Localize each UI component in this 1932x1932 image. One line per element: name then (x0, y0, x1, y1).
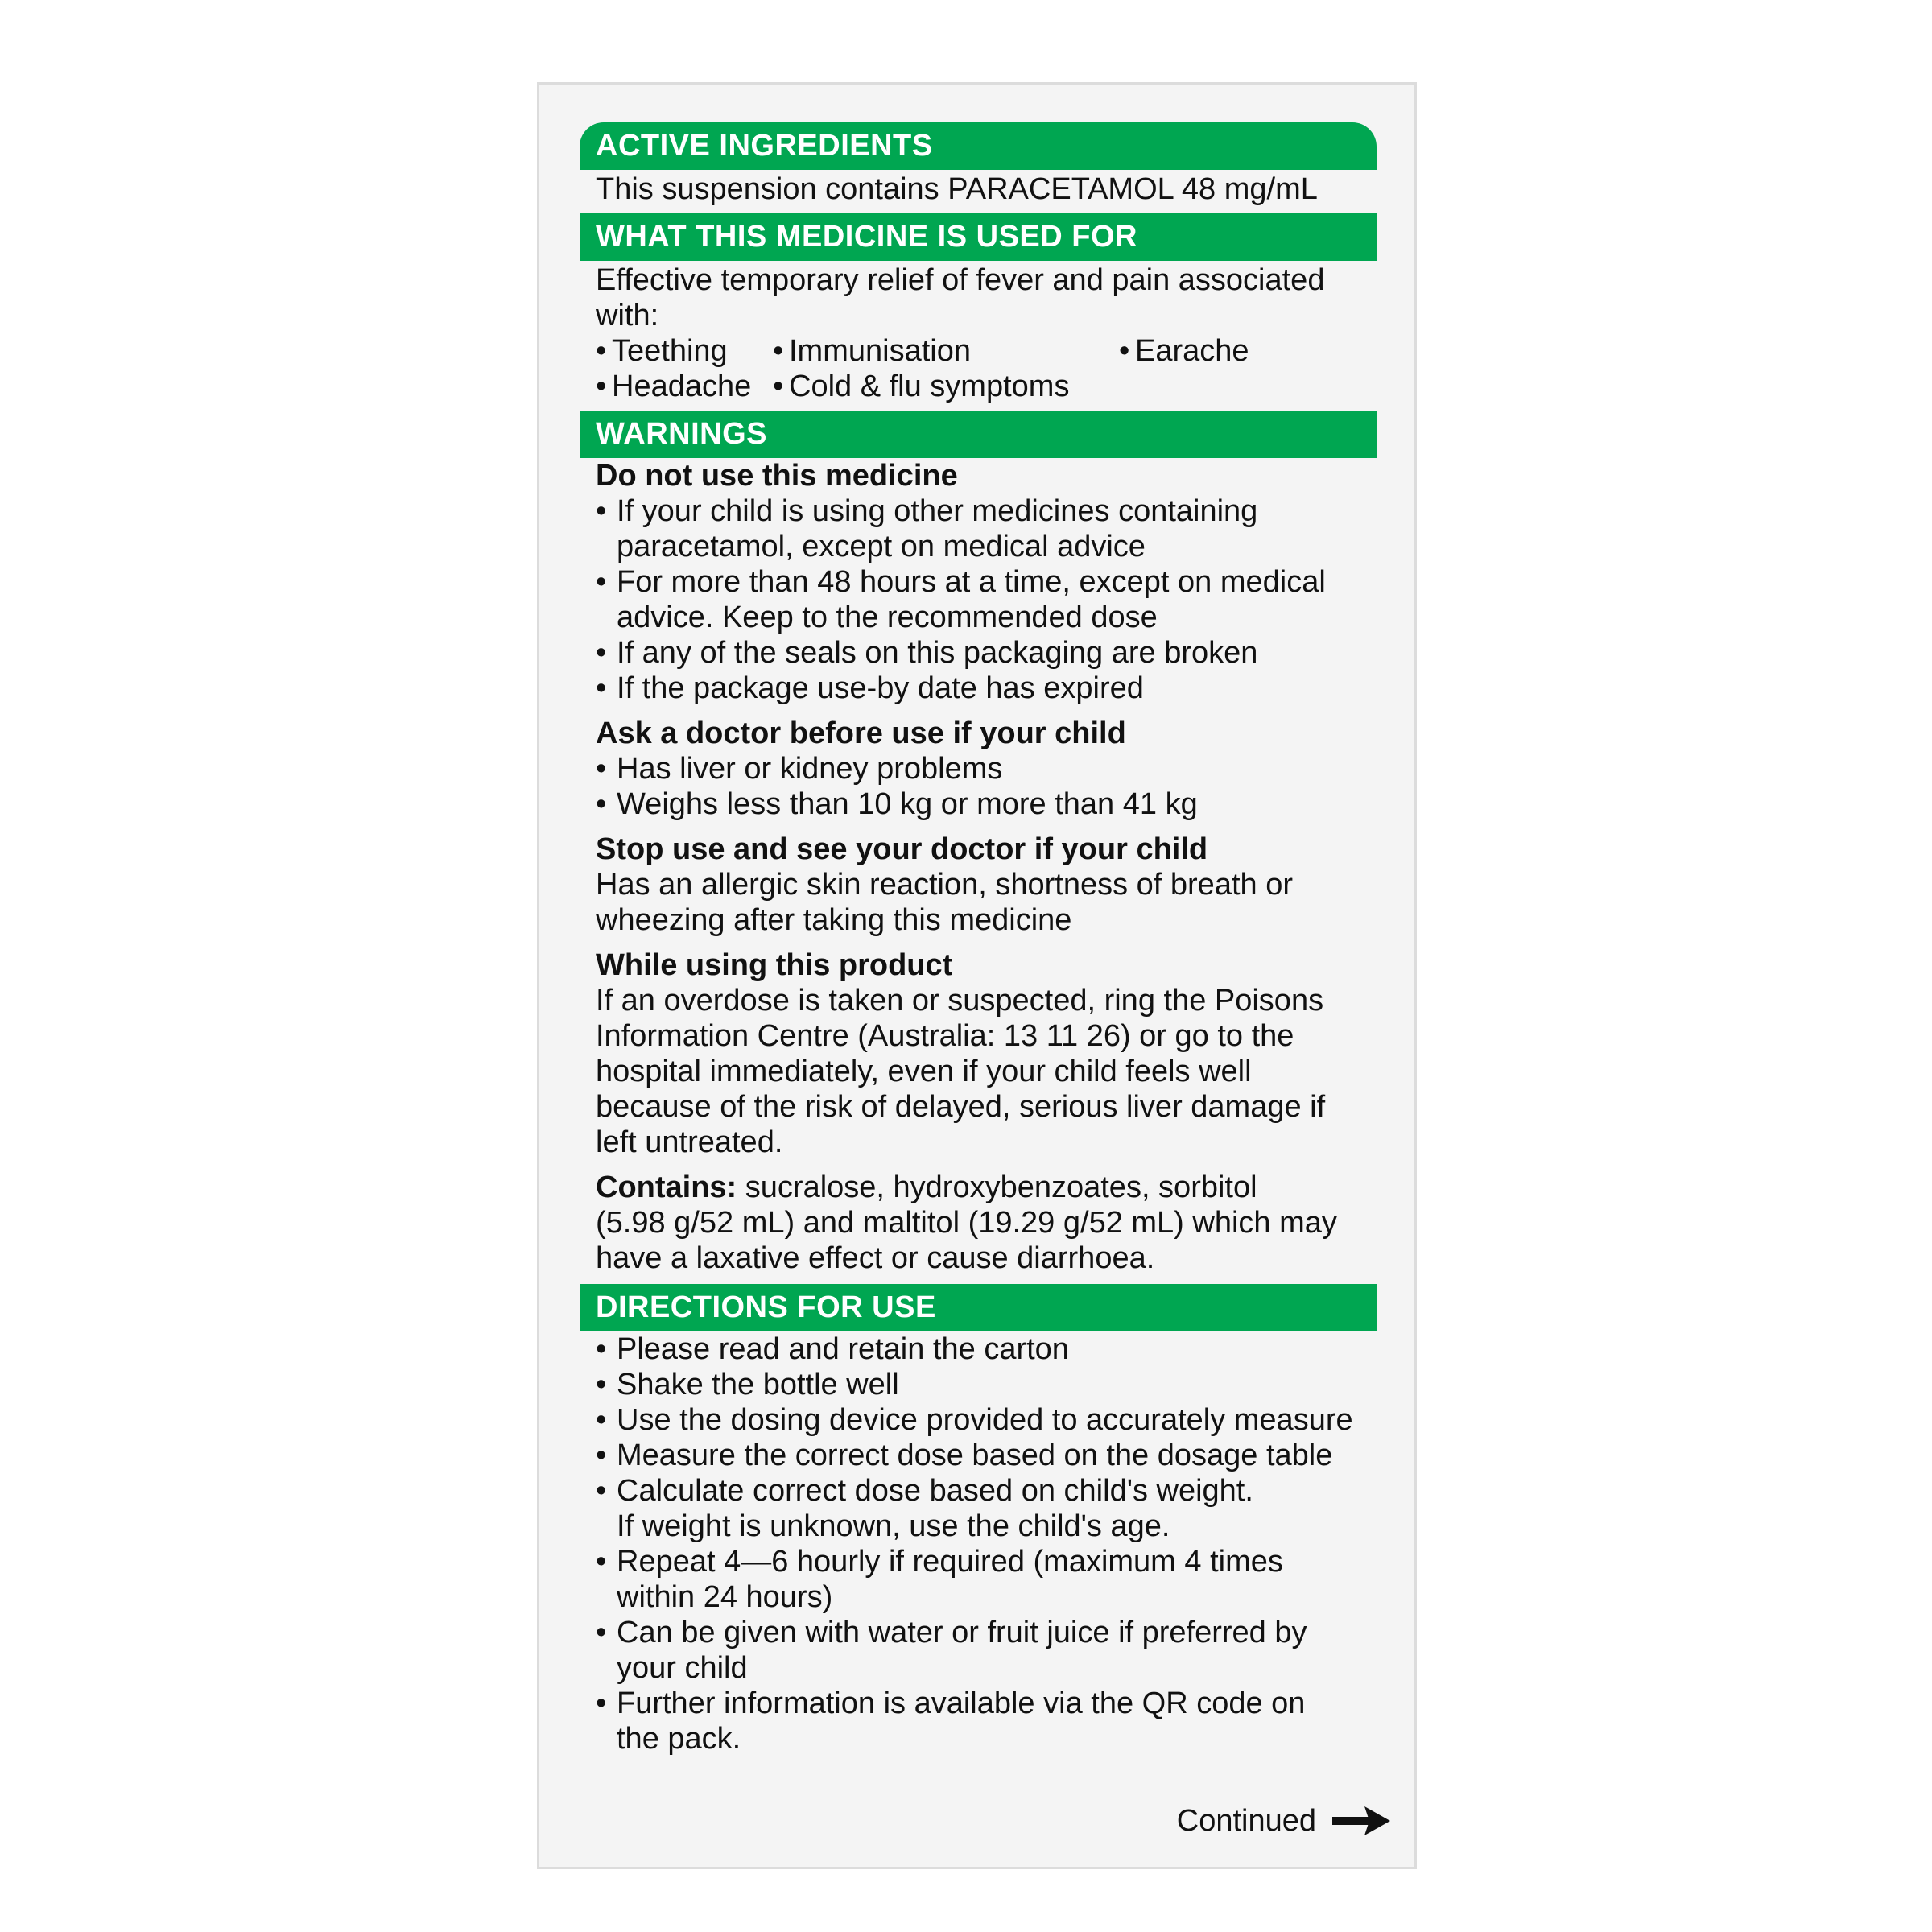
stop-use-line: wheezing after taking this medicine (596, 903, 1072, 937)
item-line: • Can be given with water or fruit juice if preferred by (617, 1616, 1307, 1649)
ask-doctor-item: • Weighs less than 10 kg or more than 41 kg (596, 786, 1377, 822)
item-line: • Use the dosing device provided to accurately measure (617, 1403, 1353, 1437)
use-item-immunisation: • Immunisation (773, 333, 1119, 369)
uses-list (596, 333, 1377, 404)
while-using-line: If an overdose is taken or suspected, ring the Poisons (596, 984, 1324, 1018)
do-not-use-item (596, 635, 1377, 671)
arrow-right-icon (1332, 1805, 1390, 1837)
item-line: • For more than 48 hours at a time, except on medical (617, 565, 1326, 599)
item-line: • Measure the correct dose based on the dosage table (617, 1439, 1333, 1472)
item-line: paracetamol, except on medical advice (617, 530, 1146, 564)
use-item-teething: • Teething (596, 333, 773, 369)
active-ingredients-section (580, 170, 1377, 213)
contains-text: sucralose, hydroxybenzoates, sorbitol (737, 1170, 1257, 1204)
ask-doctor-heading: Ask a doctor before use if your child (596, 716, 1126, 750)
leaflet-panel (537, 82, 1417, 1869)
warnings-header: WARNINGS (580, 411, 1377, 458)
uses-section (580, 261, 1377, 411)
leaflet-content (580, 122, 1377, 1757)
uses-intro-line: with: (596, 299, 659, 332)
while-using-line: left untreated. (596, 1125, 783, 1159)
direction-item (596, 1331, 1377, 1367)
use-item-earache: • Earache (1119, 333, 1360, 369)
while-using-heading: While using this product (596, 948, 953, 982)
do-not-use-item (596, 671, 1377, 706)
item-line: • Please read and retain the carton (617, 1332, 1069, 1366)
while-using-line: Information Centre (Australia: 13 11 26) or go to the (596, 1019, 1294, 1053)
uses-header: WHAT THIS MEDICINE IS USED FOR (580, 213, 1377, 261)
contains-label: Contains: (596, 1170, 737, 1204)
use-item-headache: • Headache (596, 369, 773, 404)
warnings-section (580, 458, 1377, 1284)
direction-item (596, 1615, 1377, 1686)
direction-item (596, 1686, 1377, 1757)
contains-line: have a laxative effect or cause diarrhoea. (596, 1241, 1155, 1275)
item-line: • Further information is available via the QR code on (617, 1686, 1306, 1720)
active-ingredients-text: This suspension contains PARACETAMOL 48 mg/mL (596, 172, 1318, 206)
item-line: • If any of the seals on this packaging are broken (617, 636, 1258, 670)
directions-header: DIRECTIONS FOR USE (580, 1284, 1377, 1331)
do-not-use-heading: Do not use this medicine (596, 459, 958, 493)
item-line: • If the package use-by date has expired (617, 671, 1144, 705)
continued-label: Continued (1176, 1804, 1316, 1838)
use-item-cold-flu: • Cold & flu symptoms (773, 369, 1119, 404)
stop-use-line: Has an allergic skin reaction, shortness of breath or (596, 868, 1293, 902)
item-line: • Calculate correct dose based on child's weight. (617, 1474, 1253, 1508)
item-line: • If your child is using other medicines containing (617, 494, 1258, 528)
do-not-use-item (596, 493, 1377, 564)
active-ingredients-header: ACTIVE INGREDIENTS (580, 122, 1377, 170)
direction-item (596, 1402, 1377, 1438)
contains-line: (5.98 g/52 mL) and maltitol (19.29 g/52 mL) which may (596, 1206, 1337, 1240)
direction-item (596, 1544, 1377, 1615)
directions-section (580, 1331, 1377, 1757)
item-line: your child (617, 1651, 748, 1685)
direction-item (596, 1473, 1377, 1544)
item-line: • Shake the bottle well (617, 1368, 899, 1402)
contains-line (596, 1170, 1377, 1205)
ask-doctor-item: • Has liver or kidney problems (596, 751, 1377, 786)
direction-item (596, 1438, 1377, 1473)
item-line: If weight is unknown, use the child's age. (617, 1509, 1170, 1543)
continued-indicator (1177, 1803, 1390, 1839)
direction-item (596, 1367, 1377, 1402)
item-line: • Repeat 4—6 hourly if required (maximum 4 times (617, 1545, 1283, 1579)
item-line: advice. Keep to the recommended dose (617, 601, 1158, 634)
uses-intro-line: Effective temporary relief of fever and pain associated (596, 263, 1325, 297)
item-line: within 24 hours) (617, 1580, 833, 1614)
do-not-use-item (596, 564, 1377, 635)
while-using-line: because of the risk of delayed, serious liver damage if (596, 1090, 1326, 1124)
item-line: the pack. (617, 1722, 741, 1756)
while-using-line: hospital immediately, even if your child feels well (596, 1055, 1252, 1088)
stop-use-heading: Stop use and see your doctor if your child (596, 832, 1208, 866)
